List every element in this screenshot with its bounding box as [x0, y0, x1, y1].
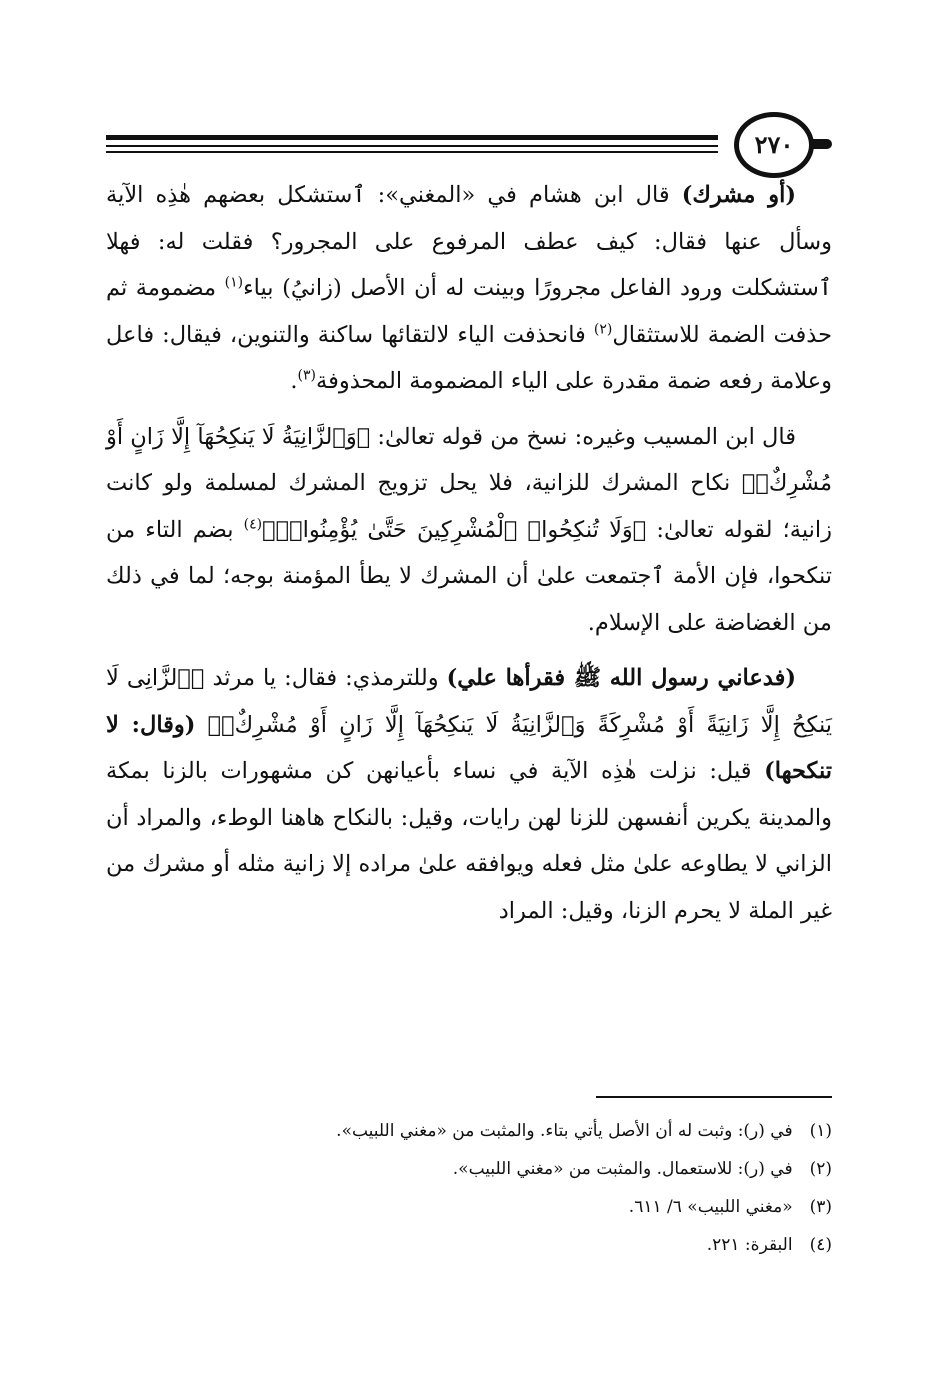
- quran-verse: ﴿وَٱلزَّانِيَةُ لَا يَنكِحُهَآ إِلَّا زَانٍ أَوْ مُشْرِكٌۚ﴾: [106, 423, 832, 496]
- bold-lemma: (وقال: لا تنكحها): [106, 711, 832, 784]
- footnote-text: في (ر): وثبت له أن الأصل يأتي بتاء. والمثبت من «مغني اللبيب».: [336, 1121, 793, 1141]
- bold-lemma: (أو مشرك): [681, 182, 796, 208]
- text-run: نكاح المشرك للزانية، فلا يحل تزويج المشرك لمسلمة ولو كانت زانية؛ لقوله تعالىٰ:: [106, 470, 833, 543]
- text-run: مضمومة ثم حذفت الضمة للاستثقال: [106, 275, 833, 348]
- footnote-ref: (٣): [297, 367, 317, 384]
- header-rule-thick: [106, 135, 718, 140]
- footnote-separator: [596, 1096, 832, 1098]
- footnote: [106, 1150, 832, 1188]
- text-run: قال ابن المسيب وغيره: نسخ من قوله تعالىٰ:: [370, 423, 796, 450]
- text-run: فانحذفت الياء لالتقائها ساكنة والتنوين، فيقال: فاعل وعلامة رفعه ضمة مقدرة على الياء المضمومة المحذوفة: [106, 321, 832, 394]
- text-run: قيل: نزلت هٰذِه الآية في نساء بأعيانهن كن مشهورات بالزنا بمكة والمدينة يكرين أنفسهن للزنا لهن رايات، وقيل: بالنكاح هاهنا الوطء، والمراد أن الزاني لا يطاوعه علىٰ مثل فعله ويوافقه علىٰ مراده إلا زانية مثله أو مشرك من غير الملة لا يحرم الزنا، وقيل: المراد: [106, 758, 832, 924]
- footnote-text: البقرة: ٢٢١.: [706, 1235, 793, 1255]
- header-rule-thin: [106, 145, 718, 147]
- bold-lemma: (فدعاني رسول الله ﷺ فقرأها علي): [446, 665, 796, 691]
- paragraph: [106, 172, 832, 405]
- footnote-number: (٣): [809, 1197, 832, 1217]
- text-run: [195, 712, 207, 738]
- footnote-number: (١): [809, 1121, 832, 1141]
- footnote: [106, 1226, 832, 1264]
- footnote-ref: (١): [224, 274, 244, 291]
- ornament-tail: [810, 139, 832, 149]
- main-text: [106, 172, 832, 934]
- page-number-circle: [734, 112, 814, 178]
- text-run: وللترمذي: فقال: يا مرثد: [204, 665, 447, 691]
- footnote-ref: (٢): [593, 321, 613, 337]
- text-run: .: [290, 368, 298, 394]
- footnotes: [106, 1112, 832, 1264]
- footnote-text: «مغني اللبيب» ٦/ ٦١١.: [628, 1197, 793, 1217]
- page-number: ٢٧٠: [754, 130, 794, 159]
- footnote-number: (٢): [809, 1159, 832, 1179]
- text-run: قال ابن هشام في «المغني»: ٱستشكل بعضهم هٰذِه الآية وسأل عنها فقال: كيف عطف المرفوع على المجرور؟ فقلت له: فهلا ٱستشكلت ورود الفاعل مجرورًا وبينت له أن الأصل (زانيُ) بياء: [106, 182, 832, 301]
- paragraph: [106, 414, 832, 647]
- footnote-number: (٤): [809, 1235, 832, 1255]
- header-rule-thin: [106, 151, 718, 153]
- footnote-ref: (٤): [243, 516, 263, 532]
- paragraph: [106, 655, 832, 934]
- footnote: [106, 1188, 832, 1226]
- quran-verse: ﴿ٱلزَّانِى لَا يَنكِحُ إِلَّا زَانِيَةً أَوْ مُشْرِكَةً وَٱلزَّانِيَةُ لَا يَنكِحُهَآ إِلَّا زَانٍ أَوْ مُشْرِكٌۚ﴾: [106, 665, 832, 738]
- footnote-text: في (ر): للاستعمال. والمثبت من «مغني اللبيب».: [452, 1159, 793, 1179]
- text-run: بضم التاء من تنكحوا، فإن الأمة ٱجتمعت علىٰ أن المشرك لا يطأ المؤمنة بوجه؛ لما في ذلك من الغضاضة على الإسلام.: [106, 516, 832, 636]
- footnote: [106, 1112, 832, 1150]
- quran-verse: ﴿وَلَا تُنكِحُوا۟ ٱلْمُشْرِكِينَ حَتَّىٰ يُؤْمِنُوا۟ۚ﴾: [262, 516, 647, 543]
